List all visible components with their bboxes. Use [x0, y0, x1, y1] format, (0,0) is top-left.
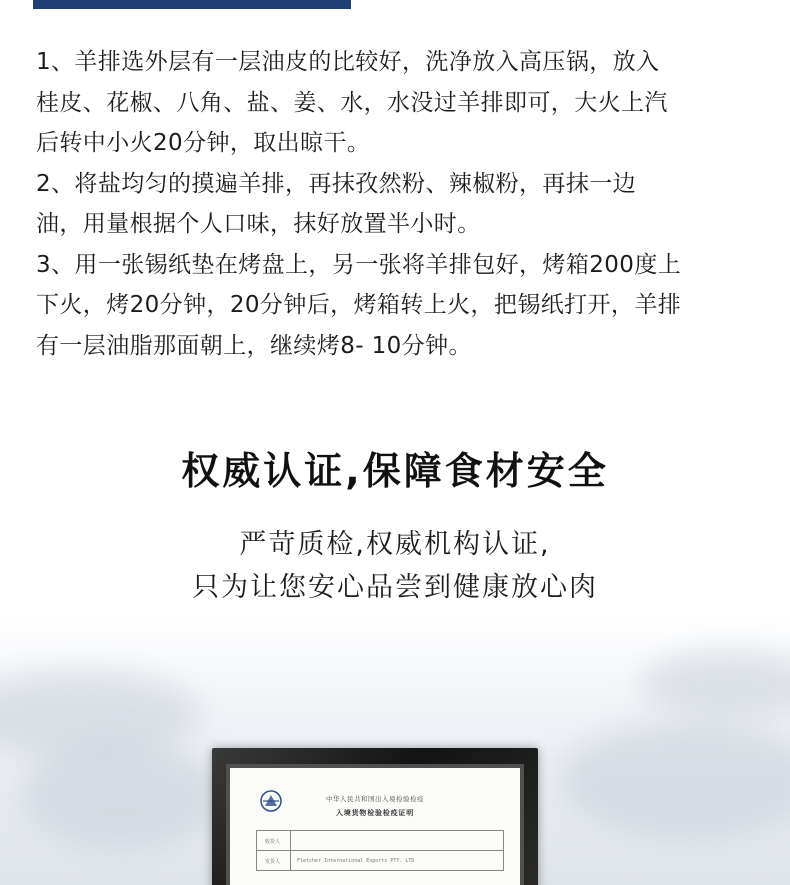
recipe-steps [36, 42, 766, 366]
step-1-line-3: 后转中小火20分钟，取出晾干。 [36, 130, 371, 156]
step-1-line-2: 桂皮、花椒、八角、盐、姜、水，水没过羊排即可，大火上汽 [36, 89, 668, 116]
certificate-row-key: 收货人 [257, 831, 291, 850]
step-3-line-2: 下火，烤20分钟，20分钟后，烤箱转上火，把锡纸打开，羊排 [36, 292, 682, 318]
certificate-row-value [291, 831, 503, 850]
certificate-table [256, 830, 504, 871]
certificate-row-value: Fletcher International Exports PTY. LTD [297, 858, 415, 864]
section-subtitle-line-1: 严苛质检,权威机构认证, [239, 529, 551, 560]
step-1-line-1: 1、羊排选外层有一层油皮的比较好，洗净放入高压锅，放入 [36, 49, 660, 75]
certificate-title: 入境货物检验检疫证明 [336, 809, 414, 817]
certificate-row-key: 发货人 [257, 851, 291, 870]
step-3-line-1: 3、用一张锡纸垫在烤盘上，另一张将羊排包好，烤箱200度上 [36, 251, 682, 278]
step-2-line-1: 2、将盐均匀的摸遍羊排，再抹孜然粉、辣椒粉，再抹一边 [36, 170, 637, 197]
certificate-org: 中华人民共和国出入境检验检疫 [326, 795, 424, 803]
top-accent-bar [33, 0, 351, 9]
certificate-frame [212, 748, 538, 885]
certificate-row [256, 851, 504, 871]
section-title: 权威认证,保障食材安全 [181, 449, 609, 493]
certificate-paper [230, 768, 520, 885]
step-2-line-2: 油，用量根据个人口味，抹好放置半小时。 [36, 211, 481, 237]
section-subtitle-line-2: 只为让您安心品尝到健康放心肉 [192, 572, 598, 603]
certificate-row [256, 831, 504, 851]
step-3-line-3: 有一层油脂那面朝上，继续烤8- 10分钟。 [36, 332, 472, 359]
